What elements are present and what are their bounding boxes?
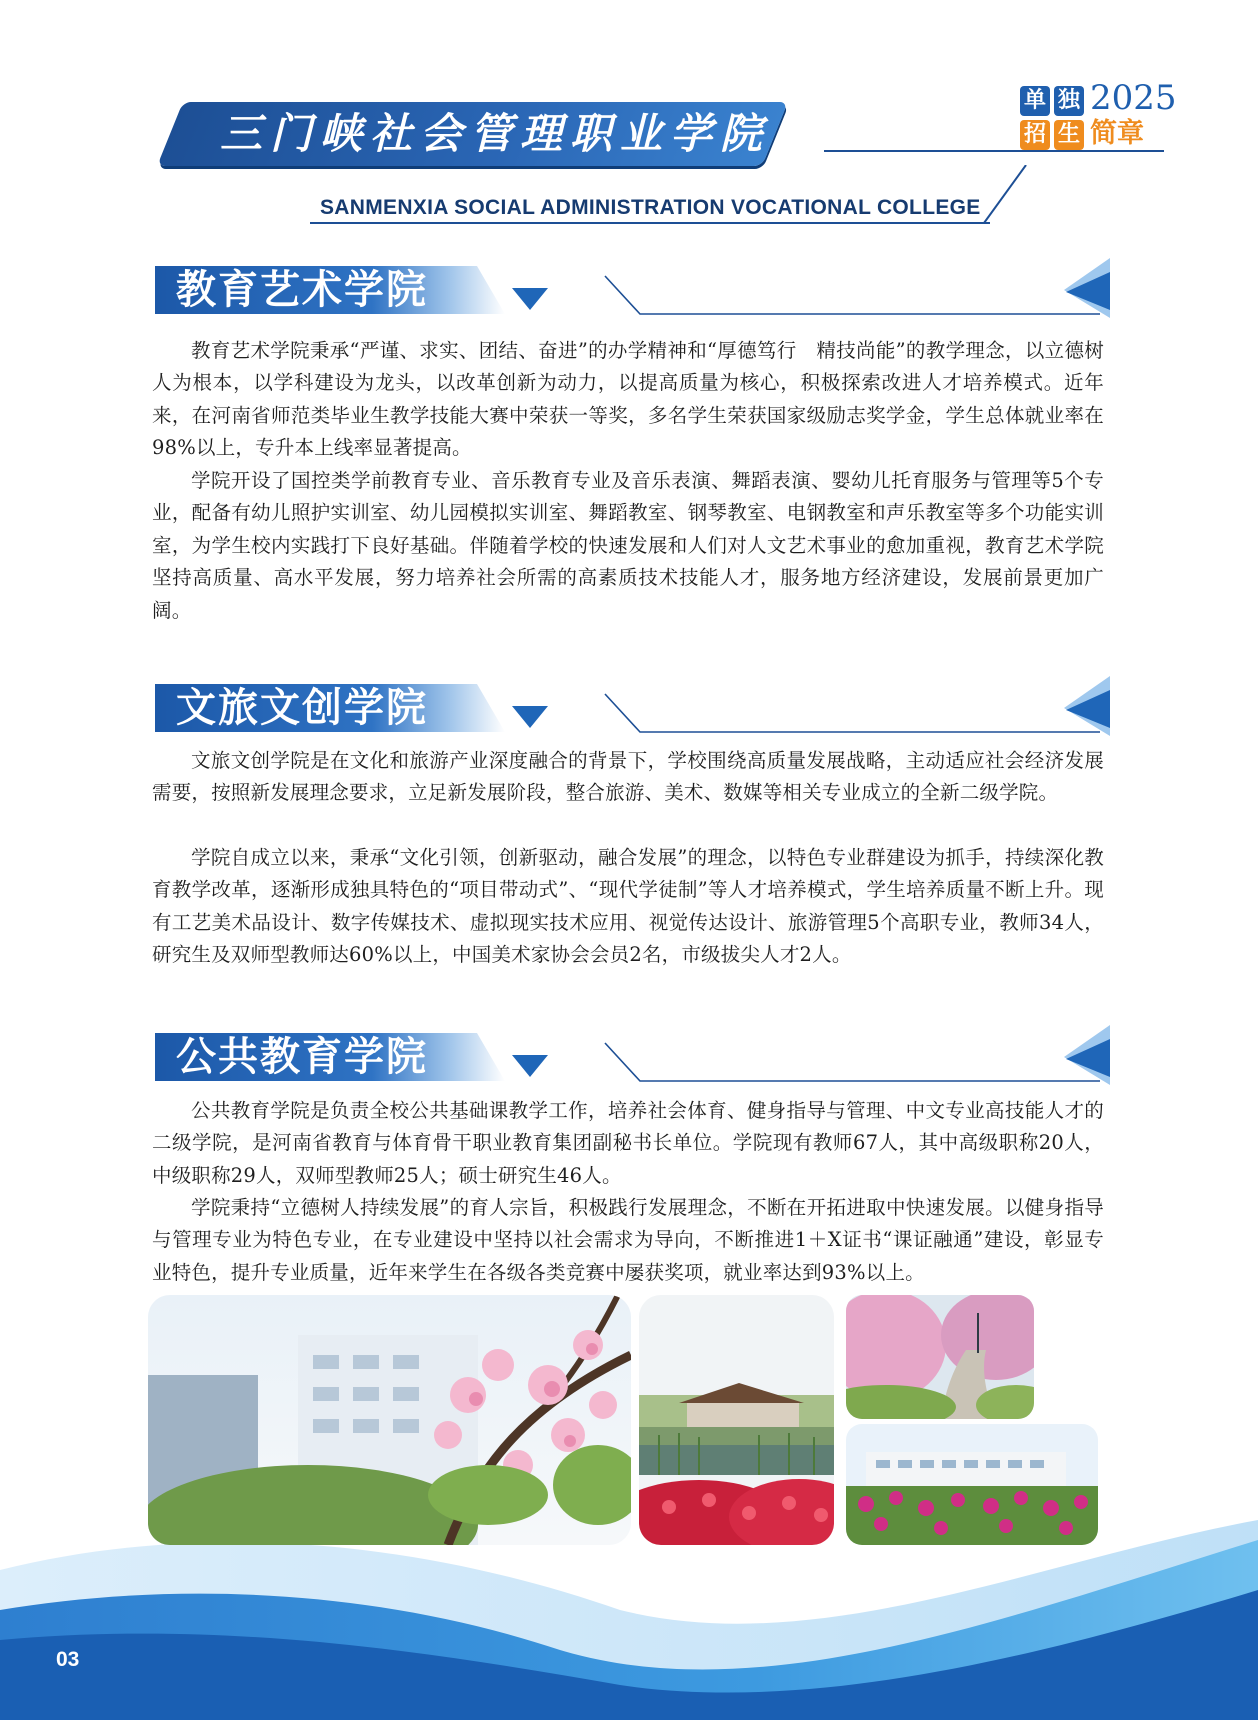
section-paragraph: 学院自成立以来，秉承“文化引领，创新驱动，融合发展”的理念，以特色专业群建设为抓手，持续深化教育教学改革，逐渐形成独具特色的“项目带动式”、“现代学徒制”等人才培养模式，学生培养质量不断上升。现有工艺美术品设计、数字传媒技术、虚拟现实技术应用、视觉传达设计、旅游管理5个高职专业，教师34人，研究生及双师型教师达60%以上，中国美术家协会会员2名，市级拔尖人才2人。 (152, 846, 1104, 967)
triangle-icon (512, 1055, 548, 1077)
badge-char: 招 (1020, 120, 1050, 150)
college-name-en: SANMENXIA SOCIAL ADMINISTRATION VOCATIONAL COLLEGE (320, 196, 981, 219)
badge-year: 2025 (1090, 78, 1177, 118)
section-title: 教育艺术学院 (176, 267, 428, 313)
chevron-left-icon (1056, 1025, 1110, 1085)
chevron-left-icon (1056, 676, 1110, 736)
section-header (150, 1025, 1110, 1095)
header-diagonal-rule (980, 165, 1030, 225)
section-paragraph: 文旅文创学院是在文化和旅游产业深度融合的背景下，学校围绕高质量发展战略，主动适应社会经济发展需要，按照新发展理念要求，立足新发展阶段，整合旅游、美术、数媒等相关专业成立的全新二级学院。 (152, 749, 1104, 805)
college-name-en-underline (310, 222, 990, 224)
admission-badge (1020, 78, 1177, 152)
section-paragraph: 学院秉持“立德树人持续发展”的育人宗旨，积极践行发展理念，不断在开拓进取中快速发展。以健身指导与管理专业为特色专业，在专业建设中坚持以社会需求为导向，不断推进1＋X证书“课证融通”建设，彰显专业特色，提升专业质量，近年来学生在各级各类竞赛中屡获奖项，就业率达到93%以上。 (152, 1196, 1104, 1284)
chevron-left-icon (1056, 258, 1110, 318)
section-paragraph: 学院开设了国控类学前教育专业、音乐教育专业及音乐表演、舞蹈表演、婴幼儿托育服务与管理等5个专业，配备有幼儿照护实训室、幼儿园模拟实训室、舞蹈教室、钢琴教室、电钢教室和声乐教室等多个功能实训室，为学生校内实践打下良好基础。伴随着学校的快速发展和人们对人文艺术事业的愈加重视，教育艺术学院坚持高质量、高水平发展，努力培养社会所需的高素质技术技能人才，服务地方经济建设，发展前景更加广阔。 (152, 469, 1104, 622)
section-paragraph: 公共教育学院是负责全校公共基础课教学工作，培养社会体育、健身指导与管理、中文专业高技能人才的二级学院，是河南省教育与体育骨干职业教育集团副秘书长单位。学院现有教师67人，其中高级职称20人，中级职称29人，双师型教师25人；硕士研究生46人。 (152, 1099, 1104, 1187)
college-name-cn: 三门峡社会管理职业学院 (220, 109, 771, 158)
badge-char: 独 (1054, 86, 1084, 116)
section-title: 公共教育学院 (176, 1034, 428, 1080)
triangle-icon (512, 706, 548, 728)
badge-subtitle: 简章 (1090, 118, 1144, 149)
section-header (150, 676, 1110, 746)
badge-char: 单 (1020, 86, 1050, 116)
page-number: 03 (56, 1648, 80, 1671)
blossom-path-photo (846, 1295, 1034, 1419)
section-header (150, 258, 1110, 328)
section-paragraph: 教育艺术学院秉承“严谨、求实、团结、奋进”的办学精神和“厚德笃行 精技尚能”的教学理念，以立德树人为根本，以学科建设为龙头，以改革创新为动力，以提高质量为核心，积极探索改进人才培养模式。近年来，在河南省师范类毕业生教学技能大赛中荣获一等奖，多名学生荣获国家级励志奖学金，学生总体就业率在98%以上，专升本上线率显著提高。 (152, 339, 1104, 460)
campus-blossom-photo (148, 1295, 631, 1545)
triangle-icon (512, 288, 548, 310)
badge-char: 生 (1054, 120, 1084, 150)
campus-pavilion-photo (639, 1295, 834, 1545)
campus-peony-photo (846, 1424, 1098, 1545)
section-title: 文旅文创学院 (176, 685, 428, 731)
